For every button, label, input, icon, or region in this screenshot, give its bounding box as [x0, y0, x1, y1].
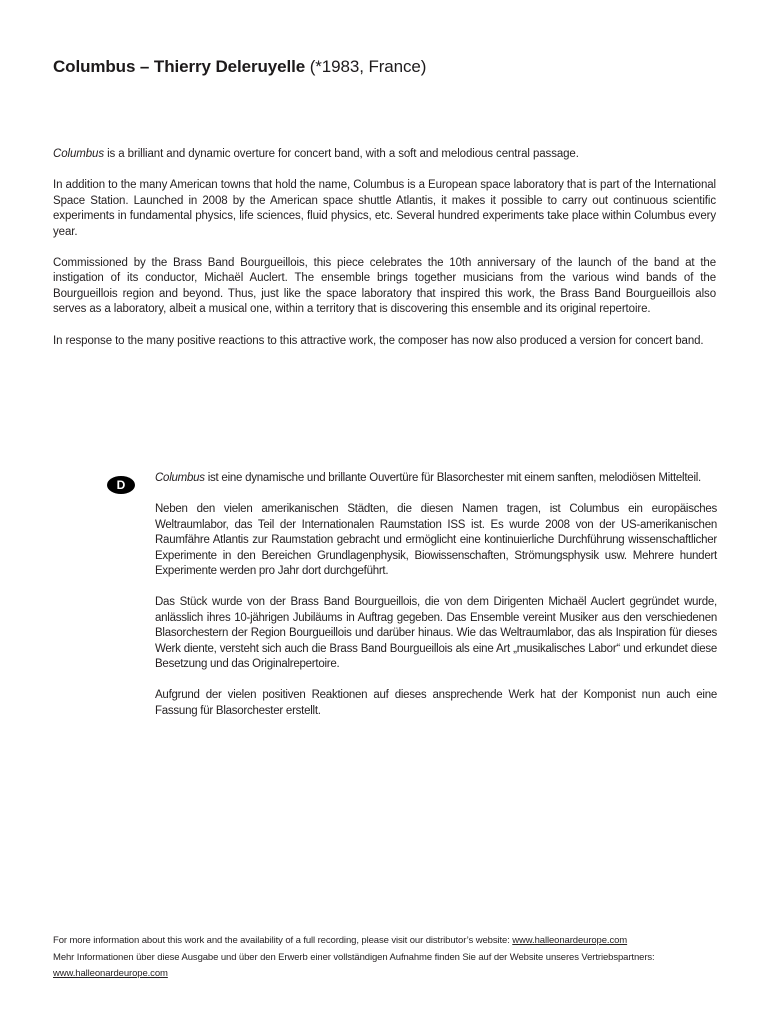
paragraph — [155, 471, 717, 486]
distributor-info-de — [53, 950, 725, 967]
distributor-link-de[interactable]: www.halleonardeurope.com — [53, 968, 168, 979]
title-composer-details: (*1983, France) — [305, 57, 427, 76]
distributor-info-en — [53, 933, 725, 950]
work-title-italic: Columbus — [155, 472, 205, 484]
paragraph: In addition to the many American towns that hold the name, Columbus is a European space laboratory that is part of the International Space Station. Launched in 2008 by the American space shuttle Atlantis, it makes it possible to carry out continuous scientific experiments in fundamental physics, life sciences, fluid physics, etc. Several hundred experiments take place within Columbus every year. — [53, 179, 716, 238]
german-language-badge: D — [107, 476, 135, 494]
distributor-text-de: Mehr Informationen über diese Ausgabe und über den Erwerb einer vollständigen Aufnahme finden Sie auf der Website unseres Vertriebspartners: — [53, 951, 655, 963]
paragraph: Aufgrund der vielen positiven Reaktionen auf dieses ansprechende Werk hat der Komponist nun auch eine Fassung für Blasorchester erstellt. — [155, 689, 717, 717]
paragraph — [53, 147, 716, 162]
work-title-italic: Columbus — [53, 148, 104, 160]
paragraph-text: is a brilliant and dynamic overture for concert band, with a soft and melodious central passage. — [103, 148, 579, 160]
distributor-text-en: For more information about this work and the availability of a full recording, please visit our distributor’s website: — [53, 935, 513, 946]
paragraph-text: ist eine dynamische und brillante Ouvertüre für Blasorchester mit einem sanften, melodiösen Mittelteil. — [204, 472, 701, 484]
paragraph: In response to the many positive reactions to this attractive work, the composer has now also produced a version for concert band. — [53, 334, 704, 347]
title-work-and-composer: Columbus – Thierry Deleruyelle — [53, 57, 306, 76]
english-program-notes — [53, 147, 716, 349]
paragraph: Commissioned by the Brass Band Bourgueillois, this piece celebrates the 10th anniversary of the launch of the band at the instigation of its conductor, Michaël Auclert. The ensemble brings together musicians from the various wind bands of the Bourgueillois region and beyond. Thus, just like the space laboratory that inspired this work, the Brass Band Bourgueillois also serves as a laboratory, albeit a musical one, within a territory that is discovering this ensemble and its original repertoire. — [53, 257, 716, 316]
distributor-link-de-row — [53, 966, 725, 983]
page-title — [53, 57, 426, 77]
footer — [53, 933, 725, 983]
distributor-link-en[interactable]: www.halleonardeurope.com — [512, 935, 628, 946]
paragraph: Neben den vielen amerikanischen Städten, die diesen Namen tragen, ist Columbus ein europäisches Weltraumlabor, das Teil der Internationalen Raumstation ISS ist. Es wurde 2008 von der US-amerikanischen Raumfähre Atlantis zur Raumstation gebracht und ermöglicht eine kontinuierliche Durchführung wissenschaftlicher Experimente in den Bereichen Grundlagenphysik, Biowissenschaften, Strömungsphysik usw. Mehrere hundert Experimente werden pro Jahr dort durchgeführt. — [155, 503, 717, 578]
german-program-notes — [155, 471, 717, 719]
paragraph: Das Stück wurde von der Brass Band Bourgueillois, die von dem Dirigenten Michaël Auclert gegründet wurde, anlässlich ihres 10-jährigen Jubiläums in Auftrag gegeben. Das Ensemble vereint Musiker aus den verschiedenen Blasorchestern der Region Bourgueillois und darüber hinaus. Wie das Weltraumlabor, das als Inspiration für dieses Werk diente, versteht sich auch die Brass Band Bourgueillois als eine Art „musikalisches Labor“ und erkundet diese Besetzung und das Originalrepertoire. — [155, 596, 717, 671]
